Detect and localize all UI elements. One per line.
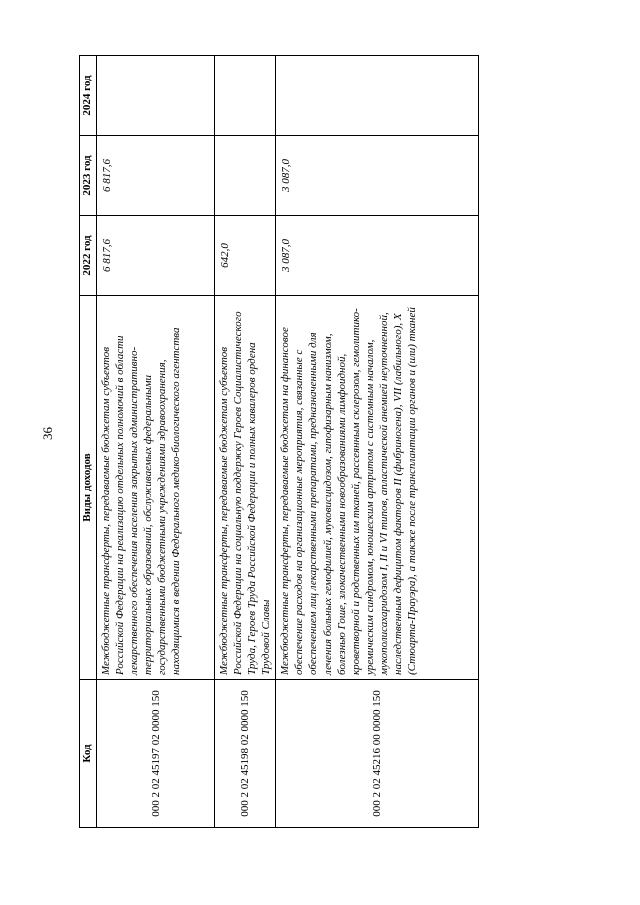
row-value-2024 (276, 56, 479, 136)
row-value-2022: 3 087,0 (276, 216, 479, 296)
row-value-2022: 6 817,6 (97, 216, 215, 296)
header-year-2023: 2023 год (80, 136, 97, 216)
row-code: 000 2 02 45216 00 0000 150 (276, 680, 479, 828)
row-value-2023 (215, 136, 276, 216)
row-description: Межбюджетные трансферты, передаваемые бюджетам субъектов Российской Федерации на реализацию отдельных полномочий в области лекарственного обеспечения населения закрытых административно-территориальных образований, обслуживаемых федеральными государственными бюджетными учреждениями здравоохранения, находящимися в ведении Федерального медико-биологического агентства (97, 296, 215, 680)
row-value-2023: 6 817,6 (97, 136, 215, 216)
row-value-2023: 3 087,0 (276, 136, 479, 216)
table-row (276, 56, 479, 828)
row-code: 000 2 02 45198 02 0000 150 (215, 680, 276, 828)
revenue-table-container (79, 56, 479, 828)
page-number: 36 (40, 427, 55, 440)
header-revenue-type: Виды доходов (80, 296, 97, 680)
table-row (97, 56, 215, 828)
table-header-row (80, 56, 97, 828)
header-year-2024: 2024 год (80, 56, 97, 136)
row-value-2024 (97, 56, 215, 136)
table-row (215, 56, 276, 828)
header-year-2022: 2022 год (80, 216, 97, 296)
row-code: 000 2 02 45197 02 0000 150 (97, 680, 215, 828)
row-value-2022: 642,0 (215, 216, 276, 296)
row-description: Межбюджетные трансферты, передаваемые бюджетам субъектов Российской Федерации на социальную поддержку Героев Социалистического Труда, Героев Труда Российской Федерации и полных кавалеров ордена Трудовой Славы (215, 296, 276, 680)
row-value-2024 (215, 56, 276, 136)
row-description: Межбюджетные трансферты, передаваемые бюджетам на финансовое обеспечение расходов на организационные мероприятия, связанные с обеспечением лиц лекарственными препаратами, предназначенными для лечения больных гемофилией, муковисцидозом, гипофизарным нанизмом, болезнью Гоше, злокачественными новообразованиями лимфоидной, кроветворной и родственных им тканей, рассеянным склерозом, гемолитико-уремическим синдромом, юношеским артритом с системным началом, мукополисахаридозом I, II и VI типов, апластической анемией неуточненной, наследственным дефицитом факторов II (фибриногена), VII (лабильного), X (Стюарта-Прауэра), а также после трансплантации органов и (или) тканей (276, 296, 479, 680)
revenue-table (79, 55, 479, 828)
header-code: Код (80, 680, 97, 828)
